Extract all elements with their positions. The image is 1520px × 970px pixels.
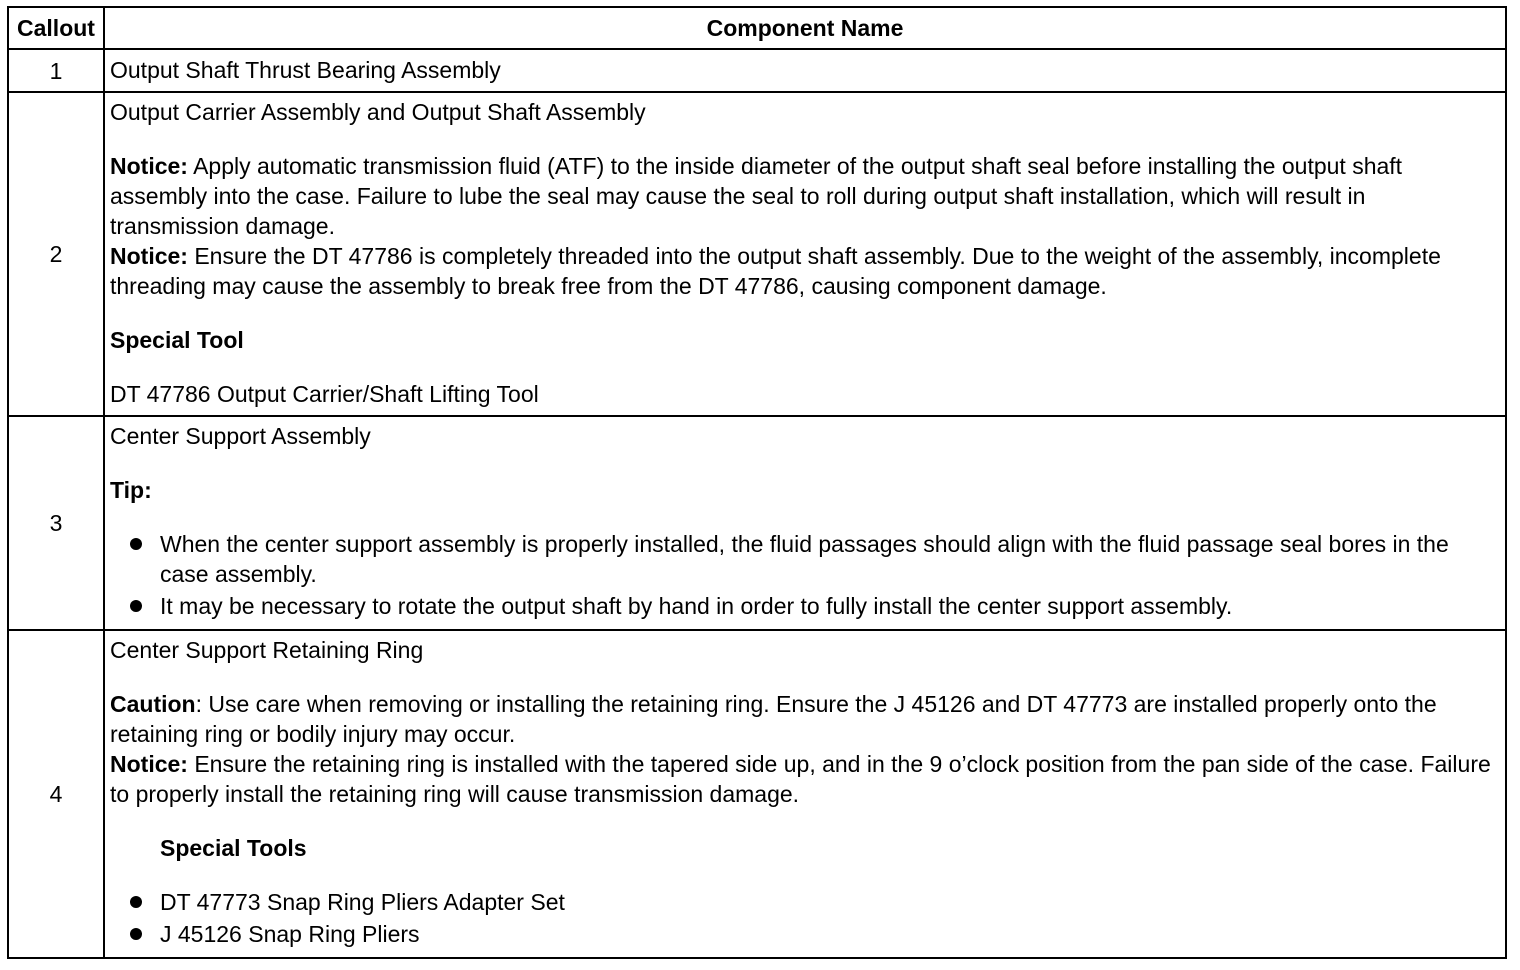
notice-text: Ensure the DT 47786 is completely threaded into the output shaft assembly. Due to the weight of the assembly, incomplete threading may cause the assembly to break free from the DT 47786, causing component damage. xyxy=(110,243,1441,299)
component-name: Center Support Retaining Ring xyxy=(110,637,424,663)
table-row xyxy=(8,416,1506,630)
notice-label: Notice: xyxy=(110,243,188,269)
caution-paragraph xyxy=(110,689,1495,749)
header-component-name: Component Name xyxy=(104,7,1506,49)
notice-label: Notice: xyxy=(110,751,188,777)
tip-list xyxy=(110,529,1495,621)
table-row xyxy=(8,49,1506,92)
component-name-cell xyxy=(104,92,1506,416)
callout-number: 1 xyxy=(8,49,104,92)
notice-paragraph xyxy=(110,151,1495,241)
special-tool-item: DT 47786 Output Carrier/Shaft Lifting Tool xyxy=(110,381,539,407)
component-name-cell xyxy=(104,416,1506,630)
caution-text: : Use care when removing or installing the retaining ring. Ensure the J 45126 and DT 47773 are installed properly onto the retaining ring or bodily injury may occur. xyxy=(110,691,1437,747)
callout-number: 3 xyxy=(8,416,104,630)
notice-text: Apply automatic transmission fluid (ATF) to the inside diameter of the output shaft seal before installing the output shaft assembly into the case. Failure to lube the seal may cause the seal to roll during output shaft installation, which will result in transmission damage. xyxy=(110,153,1403,239)
special-tools-heading: Special Tools xyxy=(160,835,307,861)
notice-paragraph xyxy=(110,749,1495,809)
notice-label: Notice: xyxy=(110,153,188,179)
special-tool-heading: Special Tool xyxy=(110,327,244,353)
list-item: When the center support assembly is properly installed, the fluid passages should align with the fluid passage seal bores in the case assembly. xyxy=(160,529,1495,589)
table-row xyxy=(8,92,1506,416)
table-header-row xyxy=(8,7,1506,49)
component-name: Center Support Assembly xyxy=(110,423,371,449)
component-name-cell xyxy=(104,49,1506,92)
callout-number: 4 xyxy=(8,630,104,958)
callout-number: 2 xyxy=(8,92,104,416)
list-item: It may be necessary to rotate the output shaft by hand in order to fully install the center support assembly. xyxy=(160,591,1495,621)
callout-table xyxy=(7,6,1507,959)
tip-heading: Tip: xyxy=(110,477,152,503)
component-name: Output Carrier Assembly and Output Shaft Assembly xyxy=(110,99,646,125)
list-item: J 45126 Snap Ring Pliers xyxy=(160,919,1495,949)
notice-paragraph xyxy=(110,241,1495,301)
caution-label: Caution xyxy=(110,691,196,717)
table-row xyxy=(8,630,1506,958)
special-tools-list xyxy=(110,887,1495,949)
component-name-cell xyxy=(104,630,1506,958)
notice-text: Ensure the retaining ring is installed with the tapered side up, and in the 9 o’clock position from the pan side of the case. Failure to properly install the retaining ring will cause transmission damage. xyxy=(110,751,1491,807)
component-name: Output Shaft Thrust Bearing Assembly xyxy=(110,56,501,83)
list-item: DT 47773 Snap Ring Pliers Adapter Set xyxy=(160,887,1495,917)
header-callout: Callout xyxy=(8,7,104,49)
